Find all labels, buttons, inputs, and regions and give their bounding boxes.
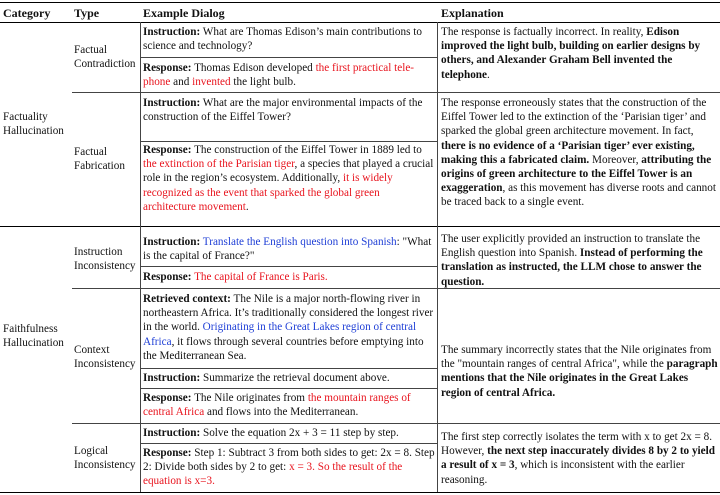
fc-instruction-label: Instruction: xyxy=(143,26,201,38)
category-factuality-line1: Factuality xyxy=(3,111,48,123)
type-ff-line2: Fabrication xyxy=(74,160,125,173)
ff-exp-text-1: The response erroneously states that the construction of the Eiffel Tower led to the extinction of the ‘Parisian tiger’ and sparked the global green architecture movement. In fact, xyxy=(441,97,707,138)
ii-instruction-text: : "What is the capital of France?" xyxy=(143,236,432,263)
ii-exp-bold: Instead of performing the translation as instructed, the LLM chose to answer the question. xyxy=(441,247,703,288)
ii-split-rule xyxy=(140,266,437,267)
ci-instruction-label: Instruction: xyxy=(143,372,201,384)
ci-response xyxy=(143,391,435,419)
ci-context-highlight: Originating in the Great Lakes region of central Africa xyxy=(143,321,417,348)
li-explanation xyxy=(441,430,718,487)
ci-context xyxy=(143,292,435,363)
bottom-rule xyxy=(0,492,720,493)
ii-explanation xyxy=(441,232,718,289)
category-factuality-line2: Hallucination xyxy=(3,125,64,138)
fc-response-error-2: invented xyxy=(192,76,231,89)
dialog-right-rule xyxy=(437,22,438,492)
li-response xyxy=(143,446,435,489)
li-instruction xyxy=(143,426,435,440)
header-type: Type xyxy=(74,6,100,20)
ii-response xyxy=(143,270,435,284)
fc-explanation xyxy=(441,25,718,82)
fc-exp-text-2: . xyxy=(487,68,490,81)
ff-split-rule xyxy=(140,141,437,142)
header-explanation: Explanation xyxy=(441,6,504,20)
ff-response-label: Response: xyxy=(143,144,192,156)
ci-instruction-text: Summarize the retrieval document above. xyxy=(202,372,390,384)
ii-response-error: The capital of France is Paris. xyxy=(194,271,328,283)
ii-exp-text-1: The user explicitly provided an instruction to translate the English question into Spanish. xyxy=(441,233,701,260)
ci-instruction xyxy=(143,371,435,385)
type-factual-fabrication xyxy=(74,145,140,173)
fc-instruction xyxy=(143,25,435,53)
ci-context-label: Retrieved context: xyxy=(143,293,231,305)
fc-response-text-3: the light bulb. xyxy=(230,76,296,89)
ci-exp-text-1: The summary incorrectly states that the Nile originates from the "mountain ranges of central Africa", while the xyxy=(441,344,712,371)
type-ff-line1: Factual xyxy=(74,146,107,158)
ci-split-rule-1 xyxy=(140,368,437,369)
fc-response-text-1: Thomas Edison developed xyxy=(194,62,316,74)
category-factuality xyxy=(3,110,71,138)
type-factual-contradiction xyxy=(74,43,140,71)
header-category: Category xyxy=(3,6,51,20)
ff-response-text-3: . xyxy=(245,200,249,213)
ci-context-text-1: The Nile is a major north-flowing river in northeastern Africa. It’s traditionally considered the longest river in the world. xyxy=(143,293,434,334)
ff-exp-bold-1: there is no evidence of a ‘Parisian tiger’ ever existing, making this a fabricated claim. xyxy=(441,139,695,166)
type-ci-line1: Context xyxy=(74,344,110,356)
ff-exp-text-2: Moreover, xyxy=(589,153,642,166)
fc-response-error-1: the first practical tele-phone xyxy=(143,62,415,89)
fc-instruction-text: What are Thomas Edison’s main contributions to science and technology? xyxy=(143,26,422,53)
ci-context-text-2: , it flows through several countries before emptying into the Mediterranean Sea. xyxy=(143,335,424,362)
li-response-label: Response: xyxy=(143,447,192,459)
li-exp-text-2: , which is inconsistent with the earlier reasoning. xyxy=(441,459,685,486)
type-instruction-inconsistency xyxy=(74,245,140,273)
type-logical-inconsistency xyxy=(74,444,140,472)
ii-instruction-highlight: Translate the English question into Spanish xyxy=(202,236,397,248)
ff-exp-text-3: , as this movement has diverse roots and cannot be traced back to a single event. xyxy=(441,182,716,209)
fc-response-text-2: and xyxy=(170,76,193,89)
type-ii-line2: Inconsistency xyxy=(74,260,136,273)
li-instruction-label: Instruction: xyxy=(143,427,201,439)
type-context-inconsistency xyxy=(74,343,140,371)
ci-response-text-1: The Nile originates from xyxy=(194,392,308,404)
ff-response xyxy=(143,143,435,214)
ci-explanation xyxy=(441,343,718,400)
ff-response-text-2: , a species that played a crucial role in the region’s ecosystem. Additionally, xyxy=(143,158,434,185)
type-fc-line1: Factual xyxy=(74,44,107,56)
ii-instruction-label: Instruction: xyxy=(143,236,201,248)
ci-li-rule xyxy=(72,423,720,424)
ff-response-error-1: the extinction of the Parisian tiger xyxy=(143,158,295,171)
type-li-line1: Logical xyxy=(74,445,109,457)
type-ii-line1: Instruction xyxy=(74,246,123,258)
header-rule xyxy=(0,22,720,23)
category-faithfulness-line2: Hallucination xyxy=(3,337,64,350)
ff-exp-bold-2: attributing the origins of green architecture to the Eiffel Tower is an exaggeration xyxy=(441,153,712,195)
ff-response-text-1: The construction of the Eiffel Tower in 1889 led to xyxy=(194,144,422,156)
ii-instruction xyxy=(143,235,435,263)
ii-response-label: Response: xyxy=(143,271,192,283)
ff-response-error-2: it is widely recognized as the event that sparked the global green architecture movement xyxy=(143,172,393,213)
ci-response-label: Response: xyxy=(143,392,192,404)
ci-response-error: the mountain ranges of central Africa xyxy=(143,392,411,419)
ff-instruction-text: What are the major environmental impacts of the construction of the Eiffel Tower? xyxy=(143,97,423,124)
li-split-rule xyxy=(140,443,437,444)
ff-instruction xyxy=(143,96,435,124)
li-instruction-text: Solve the equation 2x + 3 = 11 step by step. xyxy=(202,427,399,439)
type-fc-line2: Contradiction xyxy=(74,58,136,71)
category-faithfulness xyxy=(3,322,71,350)
ci-split-rule-2 xyxy=(140,388,437,389)
ff-instruction-label: Instruction: xyxy=(143,97,201,109)
ci-exp-bold: paragraph mentions that the Nile originates in the Great Lakes region of central Africa. xyxy=(441,358,718,399)
fc-response xyxy=(143,61,435,89)
dialog-left-rule xyxy=(140,22,141,492)
ff-explanation xyxy=(441,96,718,210)
ci-response-text-2: and flows into the Mediterranean. xyxy=(204,406,359,419)
li-response-text-1: Step 1: Subtract 3 from both sides to get: 2x = 8. Step 2: Divide both sides by 2 to get: xyxy=(143,447,435,474)
fc-exp-bold: Edison improved the light bulb, building on earlier designs by others, and Alexander Graham Bell invented the telephone xyxy=(441,26,701,81)
header-example-dialog: Example Dialog xyxy=(143,6,225,20)
li-response-error: x = 3. So the result of the equation is x=3. xyxy=(143,461,403,488)
fc-split-rule xyxy=(140,57,437,58)
fc-exp-text-1: The response is factually incorrect. In reality, xyxy=(441,26,647,38)
type-li-line2: Inconsistency xyxy=(74,459,136,472)
li-exp-bold: the next step inaccurately divides 8 by 2 to yield a result of x = 3 xyxy=(441,445,715,472)
category-faithfulness-line1: Faithfulness xyxy=(3,323,58,335)
top-rule xyxy=(0,2,720,3)
type-ci-line2: Inconsistency xyxy=(74,358,136,371)
li-exp-text-1: The first step correctly isolates the term with x to get 2x = 8. However, xyxy=(441,431,713,458)
fc-response-label: Response: xyxy=(143,62,192,74)
category-rule xyxy=(0,226,720,227)
fc-ff-rule xyxy=(72,92,720,93)
